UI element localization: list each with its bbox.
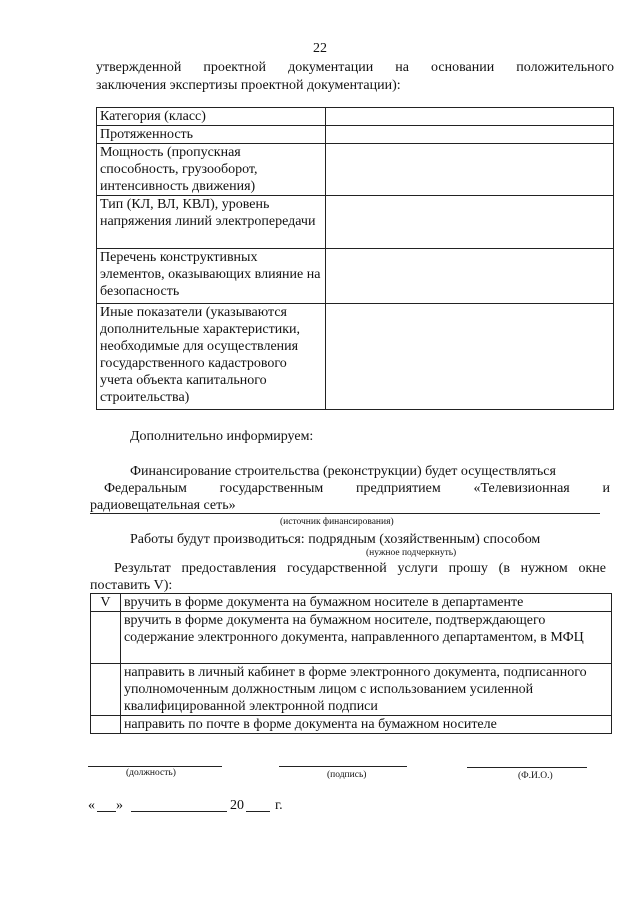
table-row: [97, 196, 614, 249]
intro-line-1: утвержденной проектной документации на основании положительного: [96, 60, 614, 75]
characteristic-label: Мощность (пропускная способность, грузооборот, интенсивность движения): [97, 144, 326, 196]
table-row: [97, 108, 614, 126]
characteristic-label: Перечень конструктивных элементов, оказывающих влияние на безопасность: [97, 249, 326, 304]
day-field[interactable]: [97, 811, 116, 812]
table-row: [97, 249, 614, 304]
year-field[interactable]: [246, 811, 270, 812]
financing-caption: (источник финансирования): [280, 517, 394, 527]
characteristic-label: Протяженность: [97, 126, 326, 144]
characteristics-table: [96, 107, 614, 410]
characteristic-value[interactable]: [325, 144, 613, 196]
position-line[interactable]: [88, 766, 222, 767]
page-number: 22: [313, 41, 327, 56]
works-line: Работы будут производиться: подрядным (хозяйственным) способом: [130, 532, 541, 547]
financing-underline: [90, 513, 600, 514]
table-row: [91, 664, 612, 716]
table-row: [91, 612, 612, 664]
characteristic-label: Иные показатели (указываются дополнительные характеристики, необходимые для осуществления государственного кадастрового учета объекта капитального строительства): [97, 304, 326, 410]
additional-info-heading: Дополнительно информируем:: [130, 429, 314, 444]
characteristic-label: Тип (КЛ, ВЛ, КВЛ), уровень напряжения линий электропередачи: [97, 196, 326, 249]
option-text: вручить в форме документа на бумажном носителе, подтверждающего содержание электронного документа, направленного департаментом, в МФЦ: [120, 612, 611, 664]
option-checkbox[interactable]: [91, 664, 121, 716]
table-row: [97, 144, 614, 196]
financing-line-1: Финансирование строительства (реконструкции) будет осуществляться: [130, 464, 556, 479]
financing-line-2: Федеральным государственным предприятием «Телевизионная и: [104, 481, 610, 496]
option-checkbox[interactable]: [91, 716, 121, 734]
option-checkbox[interactable]: V: [91, 594, 121, 612]
characteristic-value[interactable]: [325, 126, 613, 144]
year-prefix: 20: [230, 798, 244, 813]
table-row: [97, 304, 614, 410]
works-caption: (нужное подчеркнуть): [366, 548, 457, 558]
year-suffix: г.: [275, 798, 283, 813]
table-row: [97, 126, 614, 144]
result-options-table: [90, 593, 612, 734]
signature-caption: (подпись): [327, 770, 367, 780]
characteristic-value[interactable]: [325, 108, 613, 126]
date-close-quote: »: [116, 798, 123, 813]
financing-line-3: радиовещательная сеть»: [90, 498, 236, 513]
characteristic-value[interactable]: [325, 249, 613, 304]
characteristic-value[interactable]: [325, 196, 613, 249]
characteristic-value[interactable]: [325, 304, 613, 410]
full-name-caption: (Ф.И.О.): [518, 771, 553, 781]
characteristic-label: Категория (класс): [97, 108, 326, 126]
result-line-1: Результат предоставления государственной услуги прошу (в нужном окне: [114, 561, 606, 576]
intro-line-2: заключения экспертизы проектной документации):: [96, 78, 401, 93]
option-checkbox[interactable]: [91, 612, 121, 664]
table-row: [91, 716, 612, 734]
signature-line[interactable]: [279, 766, 407, 767]
full-name-line[interactable]: [467, 767, 587, 768]
result-line-2: поставить V):: [90, 578, 173, 593]
date-open-quote: «: [88, 798, 95, 813]
month-field[interactable]: [131, 811, 227, 812]
option-text: направить в личный кабинет в форме электронного документа, подписанного уполномоченным должностным лицом с использованием усиленной квалифицированной электронной подписи: [120, 664, 611, 716]
option-text: направить по почте в форме документа на бумажном носителе: [120, 716, 611, 734]
position-caption: (должность): [126, 768, 176, 778]
table-row: [91, 594, 612, 612]
option-text: вручить в форме документа на бумажном носителе в департаменте: [120, 594, 611, 612]
